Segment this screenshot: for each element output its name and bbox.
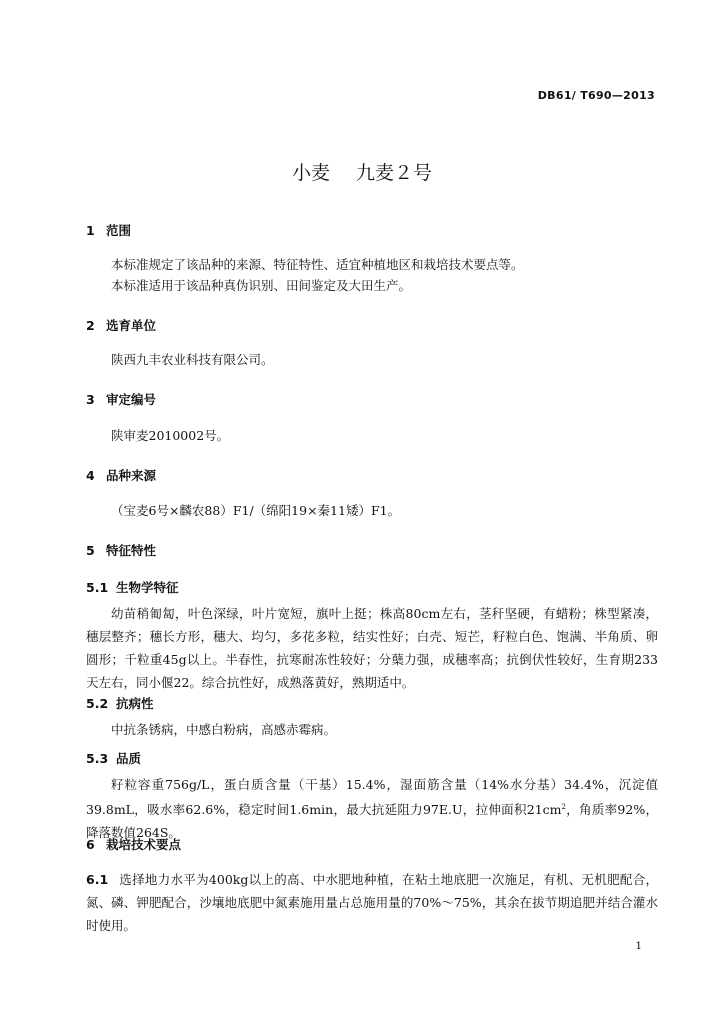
scope-paragraph-1: 本标准规定了该品种的来源、特征特性、适宜种植地区和栽培技术要点等。 xyxy=(111,257,524,272)
quality-text-a: 籽粒容重756g/L，蛋白质含量（干基）15.4%，湿面筋含量（14%水分基）34.4%，沉淀值39.8mL，吸水率62.6%，稳定时间1.6min，最大抗延阻力97E.U，拉伸面积21cm xyxy=(86,777,658,818)
section-number: 5.1 xyxy=(86,580,109,595)
section-number: 1 xyxy=(86,223,95,238)
clause-number: 6.1 xyxy=(86,872,109,887)
section-title: 特征特性 xyxy=(106,543,157,558)
biology-paragraph: 幼苗稍匍匐，叶色深绿，叶片宽短，旗叶上挺；株高80cm左右，茎秆坚硬，有蜡粉；株型紧凑，穗层整齐；穗长方形，穗大、均匀，多花多粒，结实性好；白壳、短芒，籽粒白色、饱满、半角质、卵圆形；千粒重45g以上。半春性，抗寒耐冻性较好；分蘖力强，成穗率高；抗倒伏性较好，生育期233天左右，同小偃22。综合抗性好，成熟落黄好，熟期适中。 xyxy=(86,606,658,690)
subsection-heading-disease xyxy=(86,694,154,712)
scope-paragraph-2: 本标准适用于该品种真伪识别、田间鉴定及大田生产。 xyxy=(111,278,412,293)
section-heading-scope xyxy=(86,221,131,239)
section-heading-characteristics xyxy=(86,541,156,559)
section-title: 范围 xyxy=(106,223,132,238)
section-heading-approval xyxy=(86,390,156,408)
section-heading-cultivation xyxy=(86,835,181,853)
section-number: 5 xyxy=(86,543,95,558)
breeder-paragraph: 陕西九丰农业科技有限公司。 xyxy=(111,352,274,367)
section-title: 选育单位 xyxy=(106,318,157,333)
page-title xyxy=(0,158,724,185)
section-title: 品种来源 xyxy=(106,468,157,483)
section-number: 6 xyxy=(86,837,95,852)
area-unit-superscript: 2 xyxy=(561,803,566,811)
section-title: 抗病性 xyxy=(116,696,154,711)
subsection-heading-biology xyxy=(86,578,179,596)
section-number: 3 xyxy=(86,392,95,407)
quality-paragraph xyxy=(86,773,658,844)
clause-text: 选择地力水平为400kg以上的高、中水肥地种植，在粘土地底肥一次施足，有机、无机肥配合，氮、磷、钾肥配合，沙壤地底肥中氮素施用量占总施用量的70%～75%，其余在拔节期追肥并结合灌水时使用。 xyxy=(86,872,658,933)
section-heading-breeder xyxy=(86,316,156,334)
title-part1: 小麦 xyxy=(291,162,330,184)
section-heading-origin xyxy=(86,466,156,484)
quality-text-b: ，角质率92%，降落数值264S。 xyxy=(86,802,658,841)
page-number: 1 xyxy=(635,940,642,952)
title-part2: 九麦２号 xyxy=(356,162,433,184)
disease-paragraph: 中抗条锈病，中感白粉病，高感赤霉病。 xyxy=(111,722,337,737)
subsection-heading-quality xyxy=(86,749,141,767)
section-title: 生物学特征 xyxy=(116,580,179,595)
section-title: 栽培技术要点 xyxy=(106,837,182,852)
cultivation-paragraph-1 xyxy=(86,868,658,937)
section-number: 4 xyxy=(86,468,95,483)
section-number: 5.3 xyxy=(86,751,109,766)
approval-paragraph: 陕审麦2010002号。 xyxy=(111,428,230,443)
origin-paragraph: （宝麦6号×麟农88）F1/（绵阳19×秦11矮）F1。 xyxy=(111,503,401,518)
standard-code: DB61/ T690—2013 xyxy=(537,89,655,102)
section-number: 5.2 xyxy=(86,696,109,711)
section-number: 2 xyxy=(86,318,95,333)
section-title: 品质 xyxy=(116,751,142,766)
section-title: 审定编号 xyxy=(106,392,157,407)
